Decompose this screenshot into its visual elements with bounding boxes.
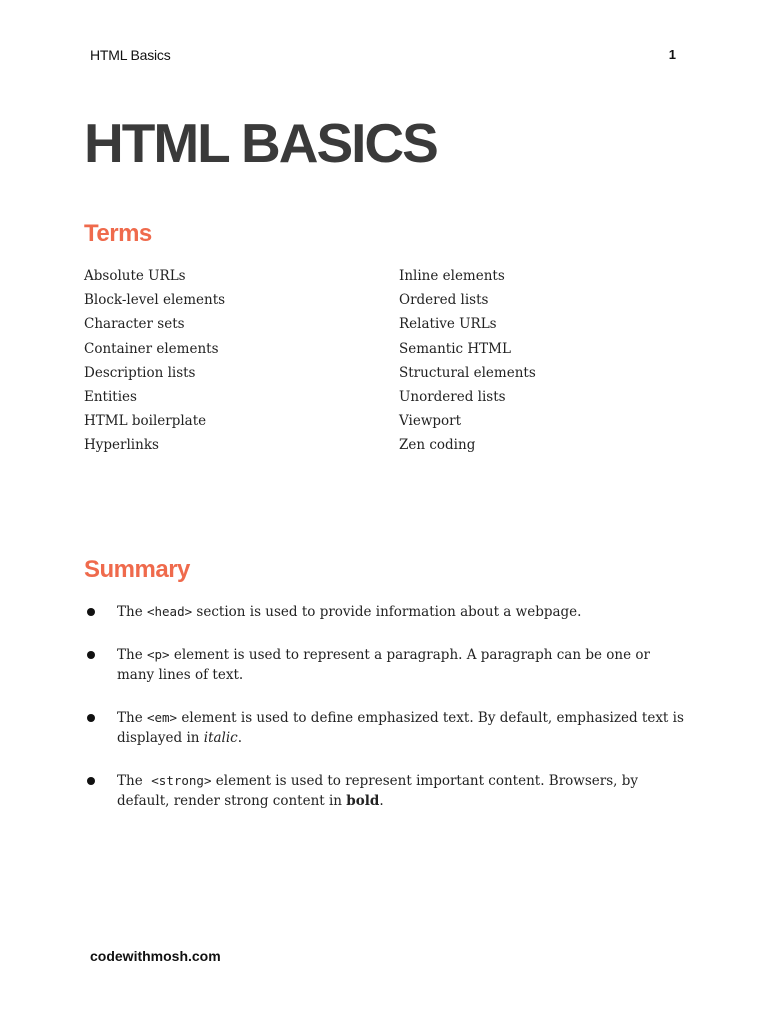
term-item: Description lists [84,364,196,381]
bullet-icon [87,608,95,616]
summary-text: The [117,772,152,789]
term-item: Structural elements [399,364,536,381]
summary-item [84,602,690,623]
page-number: 1 [668,47,676,62]
terms-heading: Terms [84,220,152,247]
summary-heading: Summary [84,556,190,583]
footer-website: codewithmosh.com [90,948,221,964]
summary-text: section is used to provide information about a webpage. [192,604,582,620]
code-snippet: <strong> [151,772,212,788]
term-item: Viewport [399,413,462,430]
term-item: Unordered lists [399,388,506,405]
bullet-icon [87,777,95,785]
term-item: Ordered lists [399,292,489,309]
bullet-icon [87,714,95,722]
code-snippet: <p> [146,646,170,662]
summary-text: The [117,646,147,663]
term-item: Relative URLs [399,316,497,333]
code-snippet: <em> [146,709,178,725]
bold-example: bold [346,793,380,809]
term-item: Entities [84,388,137,405]
term-item: Semantic HTML [399,340,511,357]
term-item: HTML boilerplate [84,413,207,430]
summary-text: The [117,604,147,620]
summary-text: . [379,793,384,809]
term-item: Absolute URLs [84,268,186,284]
summary-item [84,771,690,812]
summary-text: . [237,730,243,746]
italic-example: italic [203,730,238,746]
summary-text: element is used to represent a paragraph. A paragraph can be one or many lines of text. [117,646,650,683]
summary-item [84,645,690,686]
summary-text: The [117,709,147,726]
terms-right-column [399,266,536,460]
term-item: Character sets [84,316,185,333]
term-item: Zen coding [399,437,476,454]
summary-item [84,708,690,749]
term-item: Block-level elements [84,292,226,309]
summary-text: element is used to represent important content. Browsers, by default, render strong content in [117,772,639,809]
summary-list [84,602,690,834]
term-item: Hyperlinks [84,437,159,454]
bullet-icon [87,651,95,659]
code-snippet: <head> [146,604,193,619]
header-title: HTML Basics [90,47,171,63]
term-item: Container elements [84,340,219,357]
terms-left-column [84,266,225,460]
term-item: Inline elements [399,268,505,284]
summary-text: element is used to define emphasized text. By default, emphasized text is displayed in [117,709,684,746]
document-title: HTML BASICS [84,112,437,174]
